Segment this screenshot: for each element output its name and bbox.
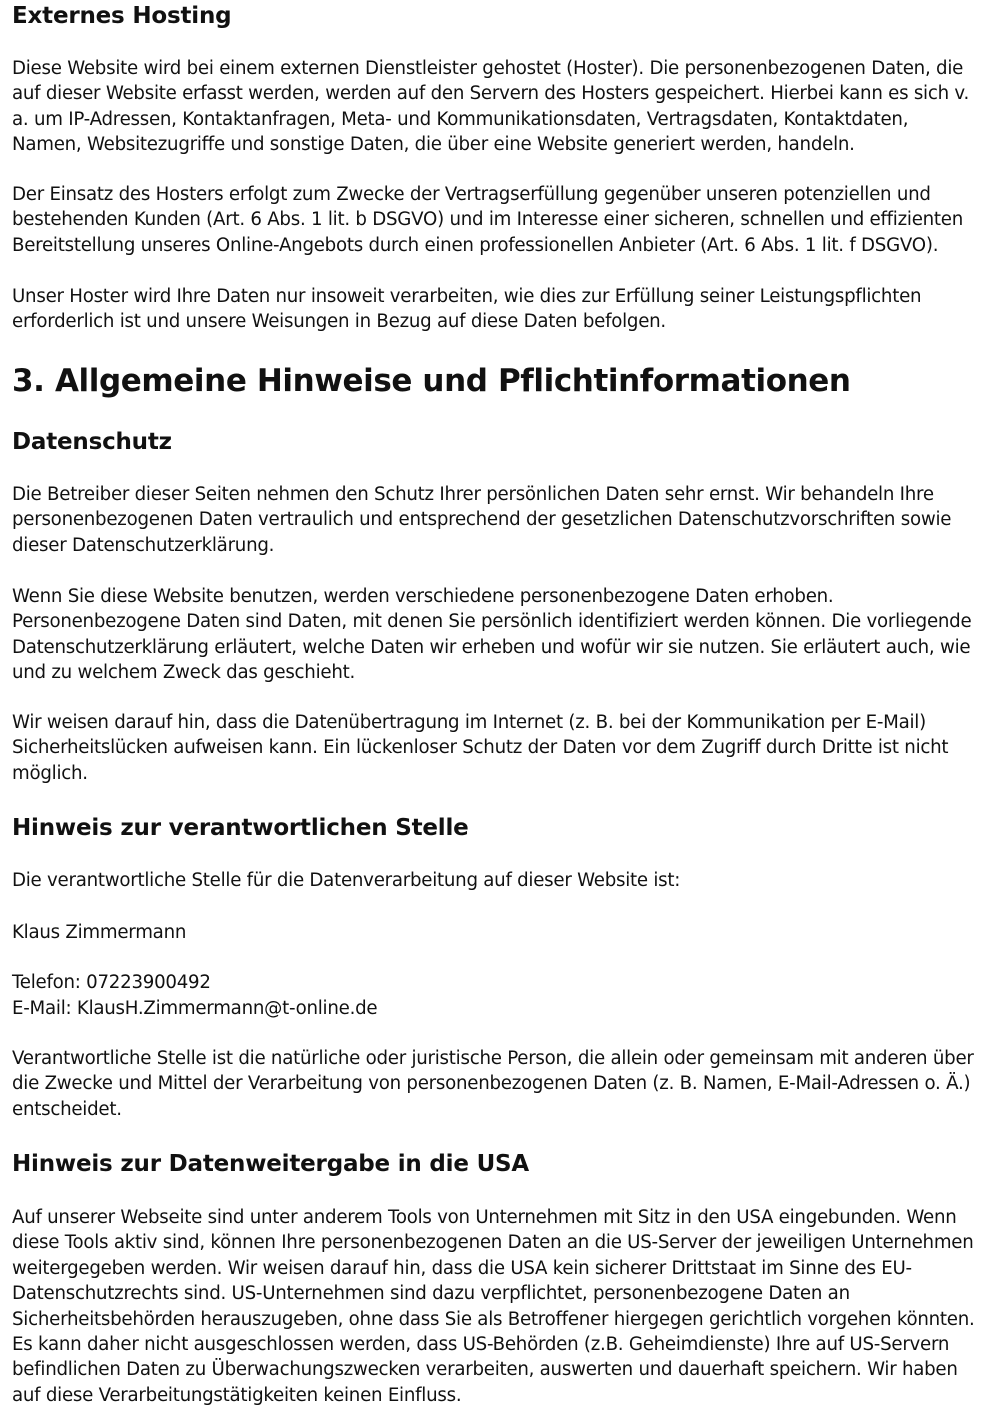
responsible-party-paragraph: Verantwortliche Stelle ist die natürliche oder juristische Person, die allein oder gemeinsam mit anderen über die Zwecke und Mittel der Verarbeitung von personenbezogenen Daten (z. B. Namen, E-Mail-Adressen o. Ä.) entscheidet.	[12, 1048, 974, 1120]
hosting-paragraph-3: Unser Hoster wird Ihre Daten nur insoweit verarbeiten, wie dies zur Erfüllung seiner Leistungspflichten erforderlich ist und unsere Weisungen in Bezug auf diese Daten befolgen.	[12, 286, 922, 333]
heading-section-3: 3. Allgemeine Hinweise und Pflichtinformationen	[12, 363, 851, 399]
heading-datenschutz: Datenschutz	[12, 429, 172, 455]
hosting-paragraph-1: Diese Website wird bei einem externen Dienstleister gehostet (Hoster). Die personenbezogenen Daten, die auf dieser Website erfasst werden, werden auf den Servern des Hosters gespeichert. Hierbei kann es sich v. a. um IP-Adressen, Kontaktanfragen, Meta- und Kommunikationsdaten, Vertragsdaten, Kontaktdaten, Namen, Websitezugriffe und sonstige Daten, die über eine Website generiert werden, handeln.	[12, 58, 970, 156]
heading-usa-transfer: Hinweis zur Datenweitergabe in die USA	[12, 1151, 530, 1177]
datenschutz-paragraph-1: Die Betreiber dieser Seiten nehmen den Schutz Ihrer persönlichen Daten sehr ernst. Wir behandeln Ihre personenbezogenen Daten vertraulich und entsprechend der gesetzlichen Datenschutzvorschriften sowie dieser Datenschutzerklärung.	[12, 484, 952, 556]
heading-responsible-party: Hinweis zur verantwortlichen Stelle	[12, 815, 469, 841]
hosting-paragraph-2: Der Einsatz des Hosters erfolgt zum Zwecke der Vertragserfüllung gegenüber unseren potenziellen und bestehenden Kunden (Art. 6 Abs. 1 lit. b DSGVO) und im Interesse einer sicheren, schnellen und effizienten Bereitstellung unseres Online-Angebots durch einen professionellen Anbieter (Art. 6 Abs. 1 lit. f DSGVO).	[12, 184, 964, 256]
heading-external-hosting: Externes Hosting	[12, 3, 232, 29]
usa-transfer-paragraph: Auf unserer Webseite sind unter anderem Tools von Unternehmen mit Sitz in den USA eingebunden. Wenn diese Tools aktiv sind, können Ihre personenbezogenen Daten an die US-Server der jeweiligen Unternehmen weitergegeben werden. Wir weisen darauf hin, dass die USA kein sicherer Drittstaat im Sinne des EU-Datenschutzrechts sind. US-Unternehmen sind dazu verpflichtet, personenbezogene Daten an Sicherheitsbehörden herauszugeben, ohne dass Sie als Betroffener hiergegen gerichtlich vorgehen könnten. Es kann daher nicht ausgeschlossen werden, dass US-Behörden (z.B. Geheimdienste) Ihre auf US-Servern befindlichen Daten zu Überwachungszwecken verarbeiten, auswerten und dauerhaft speichern. Wir haben auf diese Verarbeitungstätigkeiten keinen Einfluss.	[12, 1207, 975, 1406]
datenschutz-paragraph-3: Wir weisen darauf hin, dass die Datenübertragung im Internet (z. B. bei der Kommunikation per E-Mail) Sicherheitslücken aufweisen kann. Ein lückenloser Schutz der Daten vor dem Zugriff durch Dritte ist nicht möglich.	[12, 712, 949, 784]
datenschutz-paragraph-2: Wenn Sie diese Website benutzen, werden verschiedene personenbezogene Daten erhoben. Personenbezogene Daten sind Daten, mit denen Sie persönlich identifiziert werden können. Die vorliegende Datenschutzerklärung erläutert, welche Daten wir erheben und wofür wir sie nutzen. Sie erläutert auch, wie und zu welchem Zweck das geschieht.	[12, 586, 972, 684]
responsible-party-email: E-Mail: KlausH.Zimmermann@t-online.de	[12, 998, 378, 1019]
responsible-party-name: Klaus Zimmermann	[12, 922, 187, 943]
responsible-party-phone: Telefon: 07223900492	[12, 972, 211, 993]
responsible-party-intro: Die verantwortliche Stelle für die Datenverarbeitung auf dieser Website ist:	[12, 870, 681, 891]
